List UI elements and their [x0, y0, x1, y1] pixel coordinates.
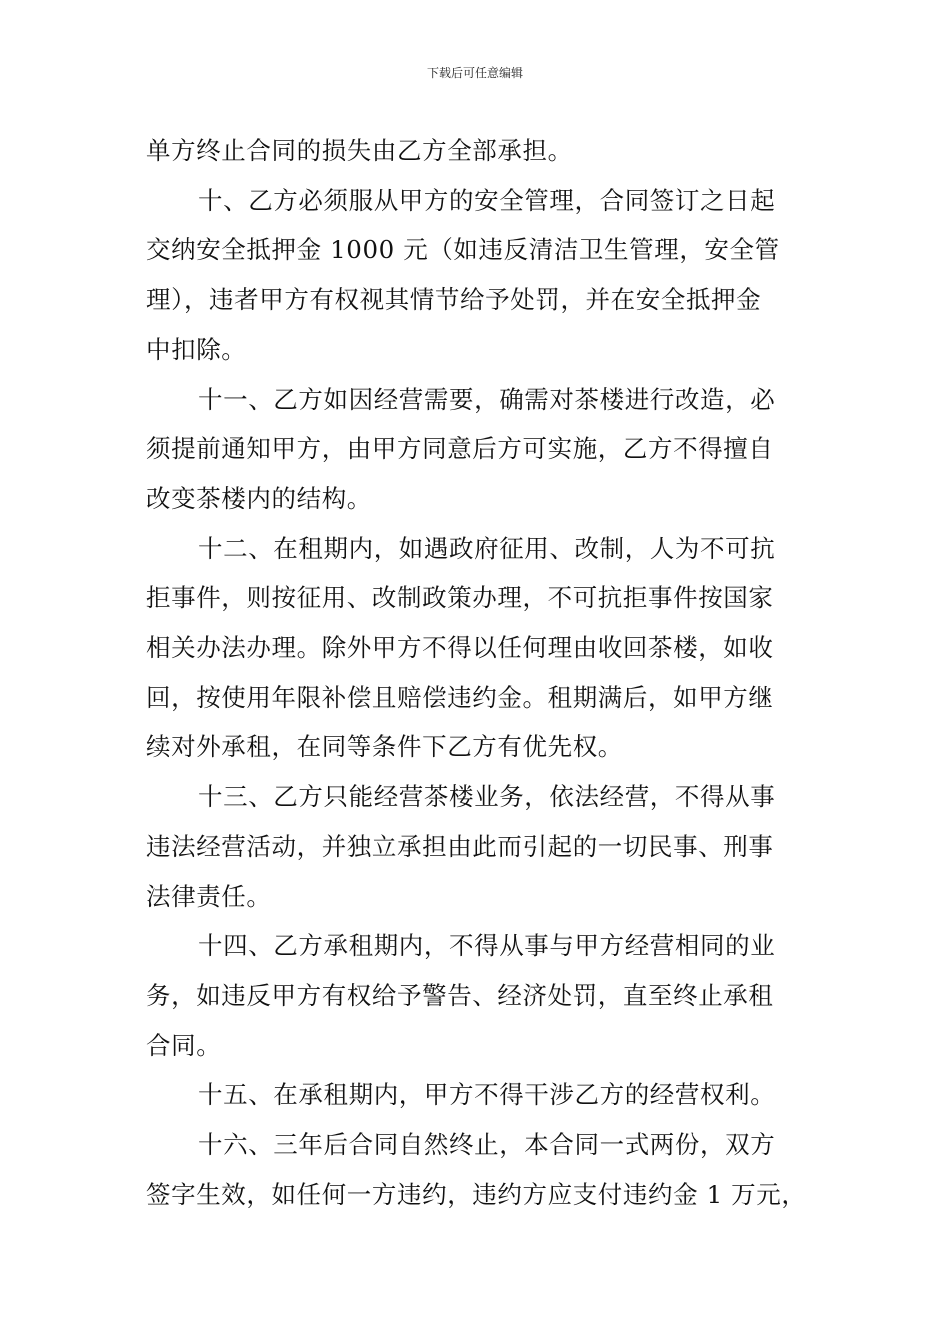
- text-line: 须提前通知甲方，由甲方同意后方可实施，乙方不得擅自: [146, 434, 774, 464]
- text-line: 务，如违反甲方有权给予警告、经济处罚，直至终止承租: [146, 980, 774, 1010]
- text-line: 拒事件，则按征用、改制政策办理，不可抗拒事件按国家: [146, 583, 774, 613]
- clause-12: [146, 524, 808, 773]
- paragraph-continuation: [146, 126, 808, 176]
- text-line: 十、乙方必须服从甲方的安全管理，合同签订之日起: [198, 185, 776, 215]
- text-line: 相关办法办理。除外甲方不得以任何理由收回茶楼，如收: [146, 633, 774, 663]
- contract-body: [146, 126, 808, 1219]
- clause-14: [146, 921, 808, 1070]
- text-line: 十二、在租期内，如遇政府征用、改制，人为不可抗: [198, 533, 776, 563]
- text-line: 十五、在承租期内，甲方不得干涉乙方的经营权利。: [198, 1080, 776, 1110]
- text-line: 改变茶楼内的结构。: [146, 483, 372, 513]
- clause-11: [146, 375, 808, 524]
- clause-16: [146, 1120, 808, 1219]
- clause-13: [146, 772, 808, 921]
- text-line: 续对外承租，在同等条件下乙方有优先权。: [146, 732, 623, 762]
- text-line: 十一、乙方如因经营需要，确需对茶楼进行改造，必: [198, 384, 776, 414]
- text-line: 中扣除。: [146, 334, 247, 364]
- text-line: 十四、乙方承租期内，不得从事与甲方经营相同的业: [198, 931, 776, 961]
- text-line: 理），违者甲方有权视其情节给予处罚，并在安全抵押金: [146, 285, 762, 315]
- text-line: 合同。: [146, 1030, 222, 1060]
- text-line: 签字生效，如任何一方违约，违约方应支付违约金 1 万元，: [146, 1179, 807, 1209]
- text-line: 十六、三年后合同自然终止，本合同一式两份，双方: [198, 1130, 776, 1160]
- clause-10: [146, 176, 808, 375]
- text-line: 十三、乙方只能经营茶楼业务，依法经营，不得从事: [198, 782, 776, 812]
- text-line: 交纳安全抵押金 1000 元（如违反清洁卫生管理，安全管: [146, 235, 780, 265]
- clause-15: [146, 1070, 808, 1120]
- page-header: 下载后可任意编辑: [426, 66, 523, 80]
- text-line: 法律责任。: [146, 881, 272, 911]
- text-line: 违法经营活动，并独立承担由此而引起的一切民事、刑事: [146, 831, 774, 861]
- text-line: 单方终止合同的损失由乙方全部承担。: [146, 136, 573, 165]
- text-line: 回，按使用年限补偿且赔偿违约金。租期满后，如甲方继: [146, 682, 774, 712]
